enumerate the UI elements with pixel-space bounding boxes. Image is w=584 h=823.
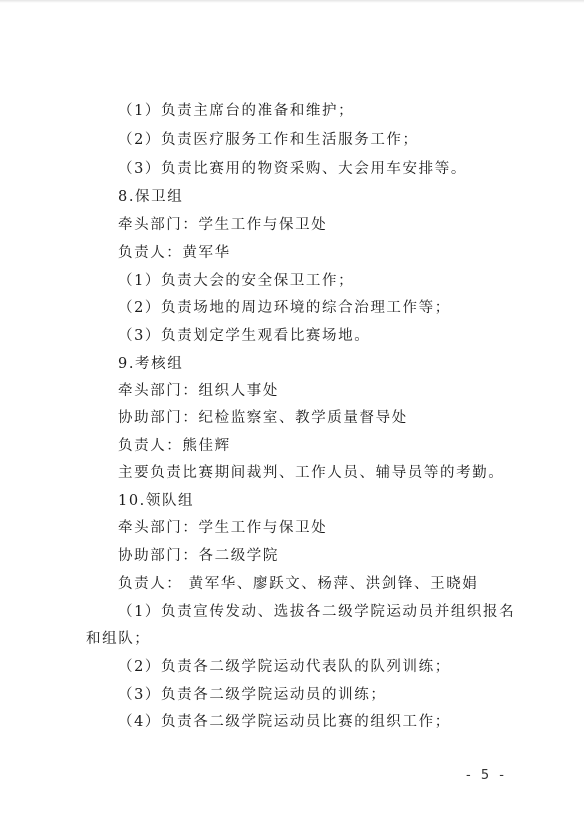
duty-item-3: （3）负责各二级学院运动员的训练； [118, 687, 387, 703]
section-heading-security-group: 8.保卫组 [118, 189, 184, 205]
lead-department: 牵头部门：学生工作与保卫处 [118, 520, 328, 536]
duty-item-1-continuation: 和组队； [86, 631, 151, 647]
lead-department: 牵头部门：组织人事处 [118, 383, 279, 399]
assisting-department: 协助部门：纪检监察室、教学质量督导处 [118, 410, 408, 426]
duty-item-1: （1）负责宣传发动、选拔各二级学院运动员并组织报名 [118, 604, 516, 620]
person-in-charge: 负责人： 黄军华、廖跃文、杨萍、洪剑锋、王晓娟 [118, 576, 479, 592]
page-number: - 5 - [466, 768, 507, 783]
page-top-edge [0, 0, 584, 3]
section-heading-assessment-group: 9.考核组 [118, 356, 184, 372]
section-heading-team-leader-group: 10.领队组 [118, 493, 195, 509]
duty-item-3: （3）负责划定学生观看比赛场地。 [118, 328, 371, 344]
duty-item-2: （2）负责场地的周边环境的综合治理工作等； [118, 300, 451, 316]
duty-item-3: （3）负责比赛用的物资采购、大会用车安排等。 [118, 161, 467, 177]
assisting-department: 协助部门：各二级学院 [118, 548, 279, 564]
duty-item-1: （1）负责主席台的准备和维护； [118, 103, 355, 119]
duty-item-4: （4）负责各二级学院运动员比赛的组织工作； [118, 714, 451, 730]
person-in-charge: 负责人：熊佳辉 [118, 438, 231, 454]
lead-department: 牵头部门：学生工作与保卫处 [118, 217, 328, 233]
main-duty: 主要负责比赛期间裁判、工作人员、辅导员等的考勤。 [118, 465, 505, 481]
duty-item-2: （2）负责各二级学院运动代表队的队列训练； [118, 659, 451, 675]
duty-item-1: （1）负责大会的安全保卫工作； [118, 273, 355, 289]
duty-item-2: （2）负责医疗服务工作和生活服务工作； [118, 132, 419, 148]
person-in-charge: 负责人：黄军华 [118, 245, 231, 261]
